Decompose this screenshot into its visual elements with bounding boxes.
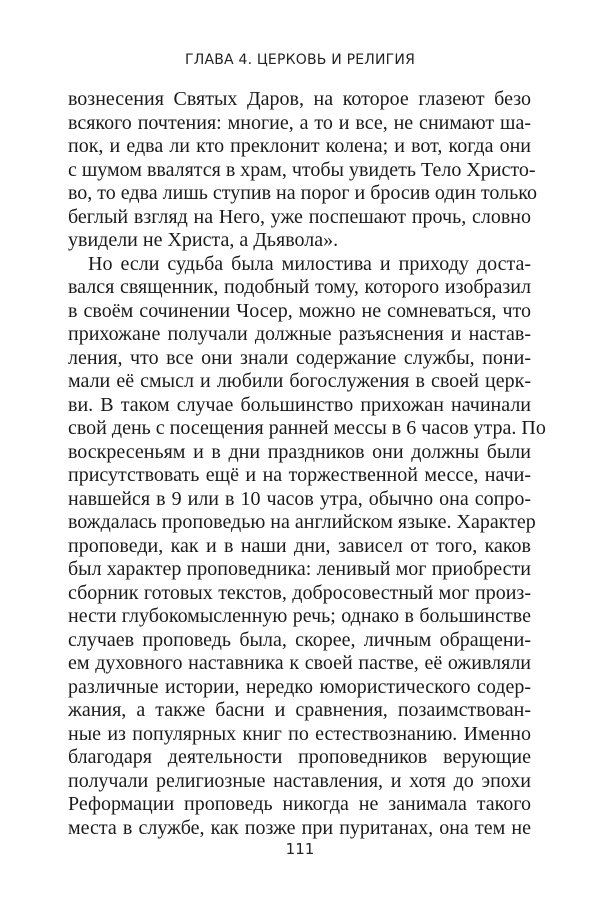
text-line: с шумом ввалятся в храм, чтобы увидеть Тело Христо-	[68, 158, 536, 181]
text-line: ления, что все они знали содержание службы, пони-	[68, 346, 531, 369]
text-line: Но если судьба была милостива и приходу доста-	[88, 252, 531, 275]
text-line: места в службе, как позже при пуританах, она тем не	[68, 816, 531, 839]
text-line: различные истории, нередко юмористического содер-	[68, 675, 531, 698]
text-line: случаев проповедь была, скорее, личным обращени-	[68, 628, 531, 651]
text-line: Реформации проповедь никогда не занимала такого	[68, 793, 531, 815]
text-line: мали её смысл и любили богослужения в своей церк-	[68, 370, 531, 392]
text-line: вождалась проповедью на английском языке. Характер	[68, 511, 536, 533]
text-line: увидели не Христа, а Дьявола».	[68, 229, 339, 251]
text-line: воскресеньям и в дни праздников они должны были	[68, 440, 531, 463]
text-line: пок, и едва ли кто преклонит колена; и вот, когда они	[68, 135, 531, 157]
running-header: ГЛАВА 4. ЦЕРКОВЬ И РЕЛИГИЯ	[184, 52, 415, 68]
text-line: навшейся в 9 или в 10 часов утра, обычно она сопро-	[68, 487, 531, 510]
text-line: был характер проповедника: ленивый мог приобрести	[68, 558, 531, 580]
text-line: проповеди, как и в наши дни, зависел от того, каков	[68, 534, 531, 557]
text-line: присутствовать ещё и на торжественной мессе, начи-	[68, 464, 531, 486]
text-line: вался священник, подобный тому, которого изобразил	[68, 276, 531, 298]
text-line: ви. В таком случае большинство прихожан начинали	[68, 393, 531, 416]
text-line: беглый взгляд на Него, уже поспешают прочь, словно	[68, 205, 531, 228]
text-line: в своём сочинении Чосер, можно не сомневаться, что	[68, 299, 531, 322]
text-line: ные из популярных книг по естествознанию. Именно	[68, 722, 531, 745]
text-line: всякого почтения: многие, а то и все, не снимают ша-	[68, 111, 531, 134]
text-line: нести глубокомысленную речь; однако в большинстве	[68, 605, 531, 627]
text-line: свой день с посещения ранней мессы в 6 часов утра. По	[68, 417, 546, 439]
text-line: прихожане получали должные разъяснения и настав-	[68, 323, 531, 345]
text-line: ем духовного наставника к своей пастве, её оживляли	[68, 652, 531, 674]
page-number: 111	[285, 840, 315, 858]
text-line: получали религиозные наставления, и хотя до эпохи	[68, 769, 531, 792]
body-text	[68, 88, 546, 840]
text-line: сборник готовых текстов, добросовестный мог произ-	[68, 581, 531, 604]
text-line: благодаря деятельности проповедников верующие	[68, 746, 531, 768]
text-line: вознесения Святых Даров, на которое глазеют безо	[68, 88, 531, 110]
text-line: во, то едва лишь ступив на порог и бросив один только	[68, 182, 537, 204]
text-line: жания, а также басни и сравнения, позаимствован-	[68, 699, 531, 721]
